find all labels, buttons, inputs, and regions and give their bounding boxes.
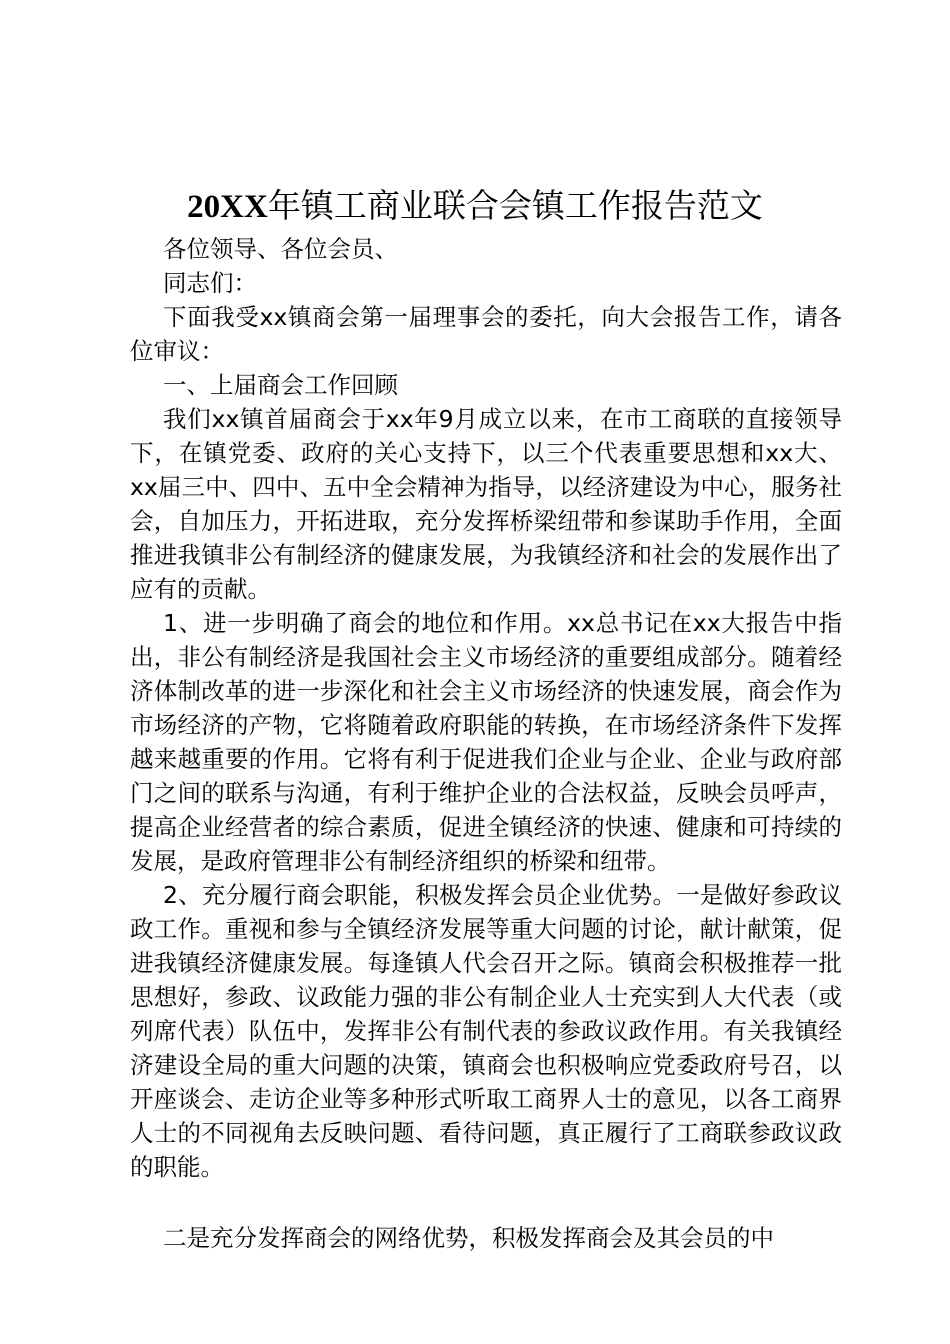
- title-text: 年镇工商业联合会镇工作报告范文: [267, 186, 763, 225]
- intro-paragraph: 下面我受xx镇商会第一届理事会的委托，向大会报告工作，请各位审议：: [130, 303, 842, 365]
- point-2-paragraph: 2、充分履行商会职能，积极发挥会员企业优势。一是做好参政议政工作。重视和参与全镇经济发展等重大问题的讨论，献计献策，促进我镇经济健康发展。每逢镇人代会召开之际。镇商会积极推荐一批思想好，参政、议政能力强的非公有制企业人士充实到人大代表（或列席代表）队伍中，发挥非公有制代表的参政议政作用。有关我镇经济建设全局的重大问题的决策，镇商会也积极响应党委政府号召，以开座谈会、走访企业等多种形式听取工商界人士的意见，以各工商界人士的不同视角去反映问题、看待问题，真正履行了工商联参政议政的职能。: [130, 881, 842, 1181]
- document-title: [0, 184, 950, 229]
- review-paragraph: 我们xx镇首届商会于xx年9月成立以来，在市工商联的直接领导下，在镇党委、政府的关心支持下，以三个代表重要思想和xx大、xx届三中、四中、五中全会精神为指导，以经济建设为中心，服务社会，自加压力，开拓进取，充分发挥桥梁纽带和参谋助手作用，全面推进我镇非公有制经济的健康发展，为我镇经济和社会的发展作出了应有的贡献。: [130, 405, 842, 603]
- salutation-line-1: 各位领导、各位会员、: [163, 235, 398, 263]
- paragraph-gap: [130, 1184, 842, 1221]
- salutation-line-2: 同志们：: [163, 269, 257, 297]
- section-heading: 一、上届商会工作回顾: [163, 371, 398, 399]
- point-1-paragraph: 1、进一步明确了商会的地位和作用。xx总书记在xx大报告中指出，非公有制经济是我国社会主义市场经济的重要组成部分。随着经济体制改革的进一步深化和社会主义市场经济的快速发展，商会作为市场经济的产物，它将随着政府职能的转换，在市场经济条件下发挥越来越重要的作用。它将有利于促进我们企业与企业、企业与政府部门之间的联系与沟通，有利于维护企业的合法权益，反映会员呼声，提高企业经营者的综合素质，促进全镇经济的快速、健康和可持续的发展，是政府管理非公有制经济组织的桥梁和纽带。: [130, 609, 842, 875]
- document-body: [130, 232, 842, 1255]
- title-year: 20XX: [187, 189, 268, 225]
- continuation-paragraph: 二是充分发挥商会的网络优势，积极发挥商会及其会员的中: [163, 1224, 774, 1252]
